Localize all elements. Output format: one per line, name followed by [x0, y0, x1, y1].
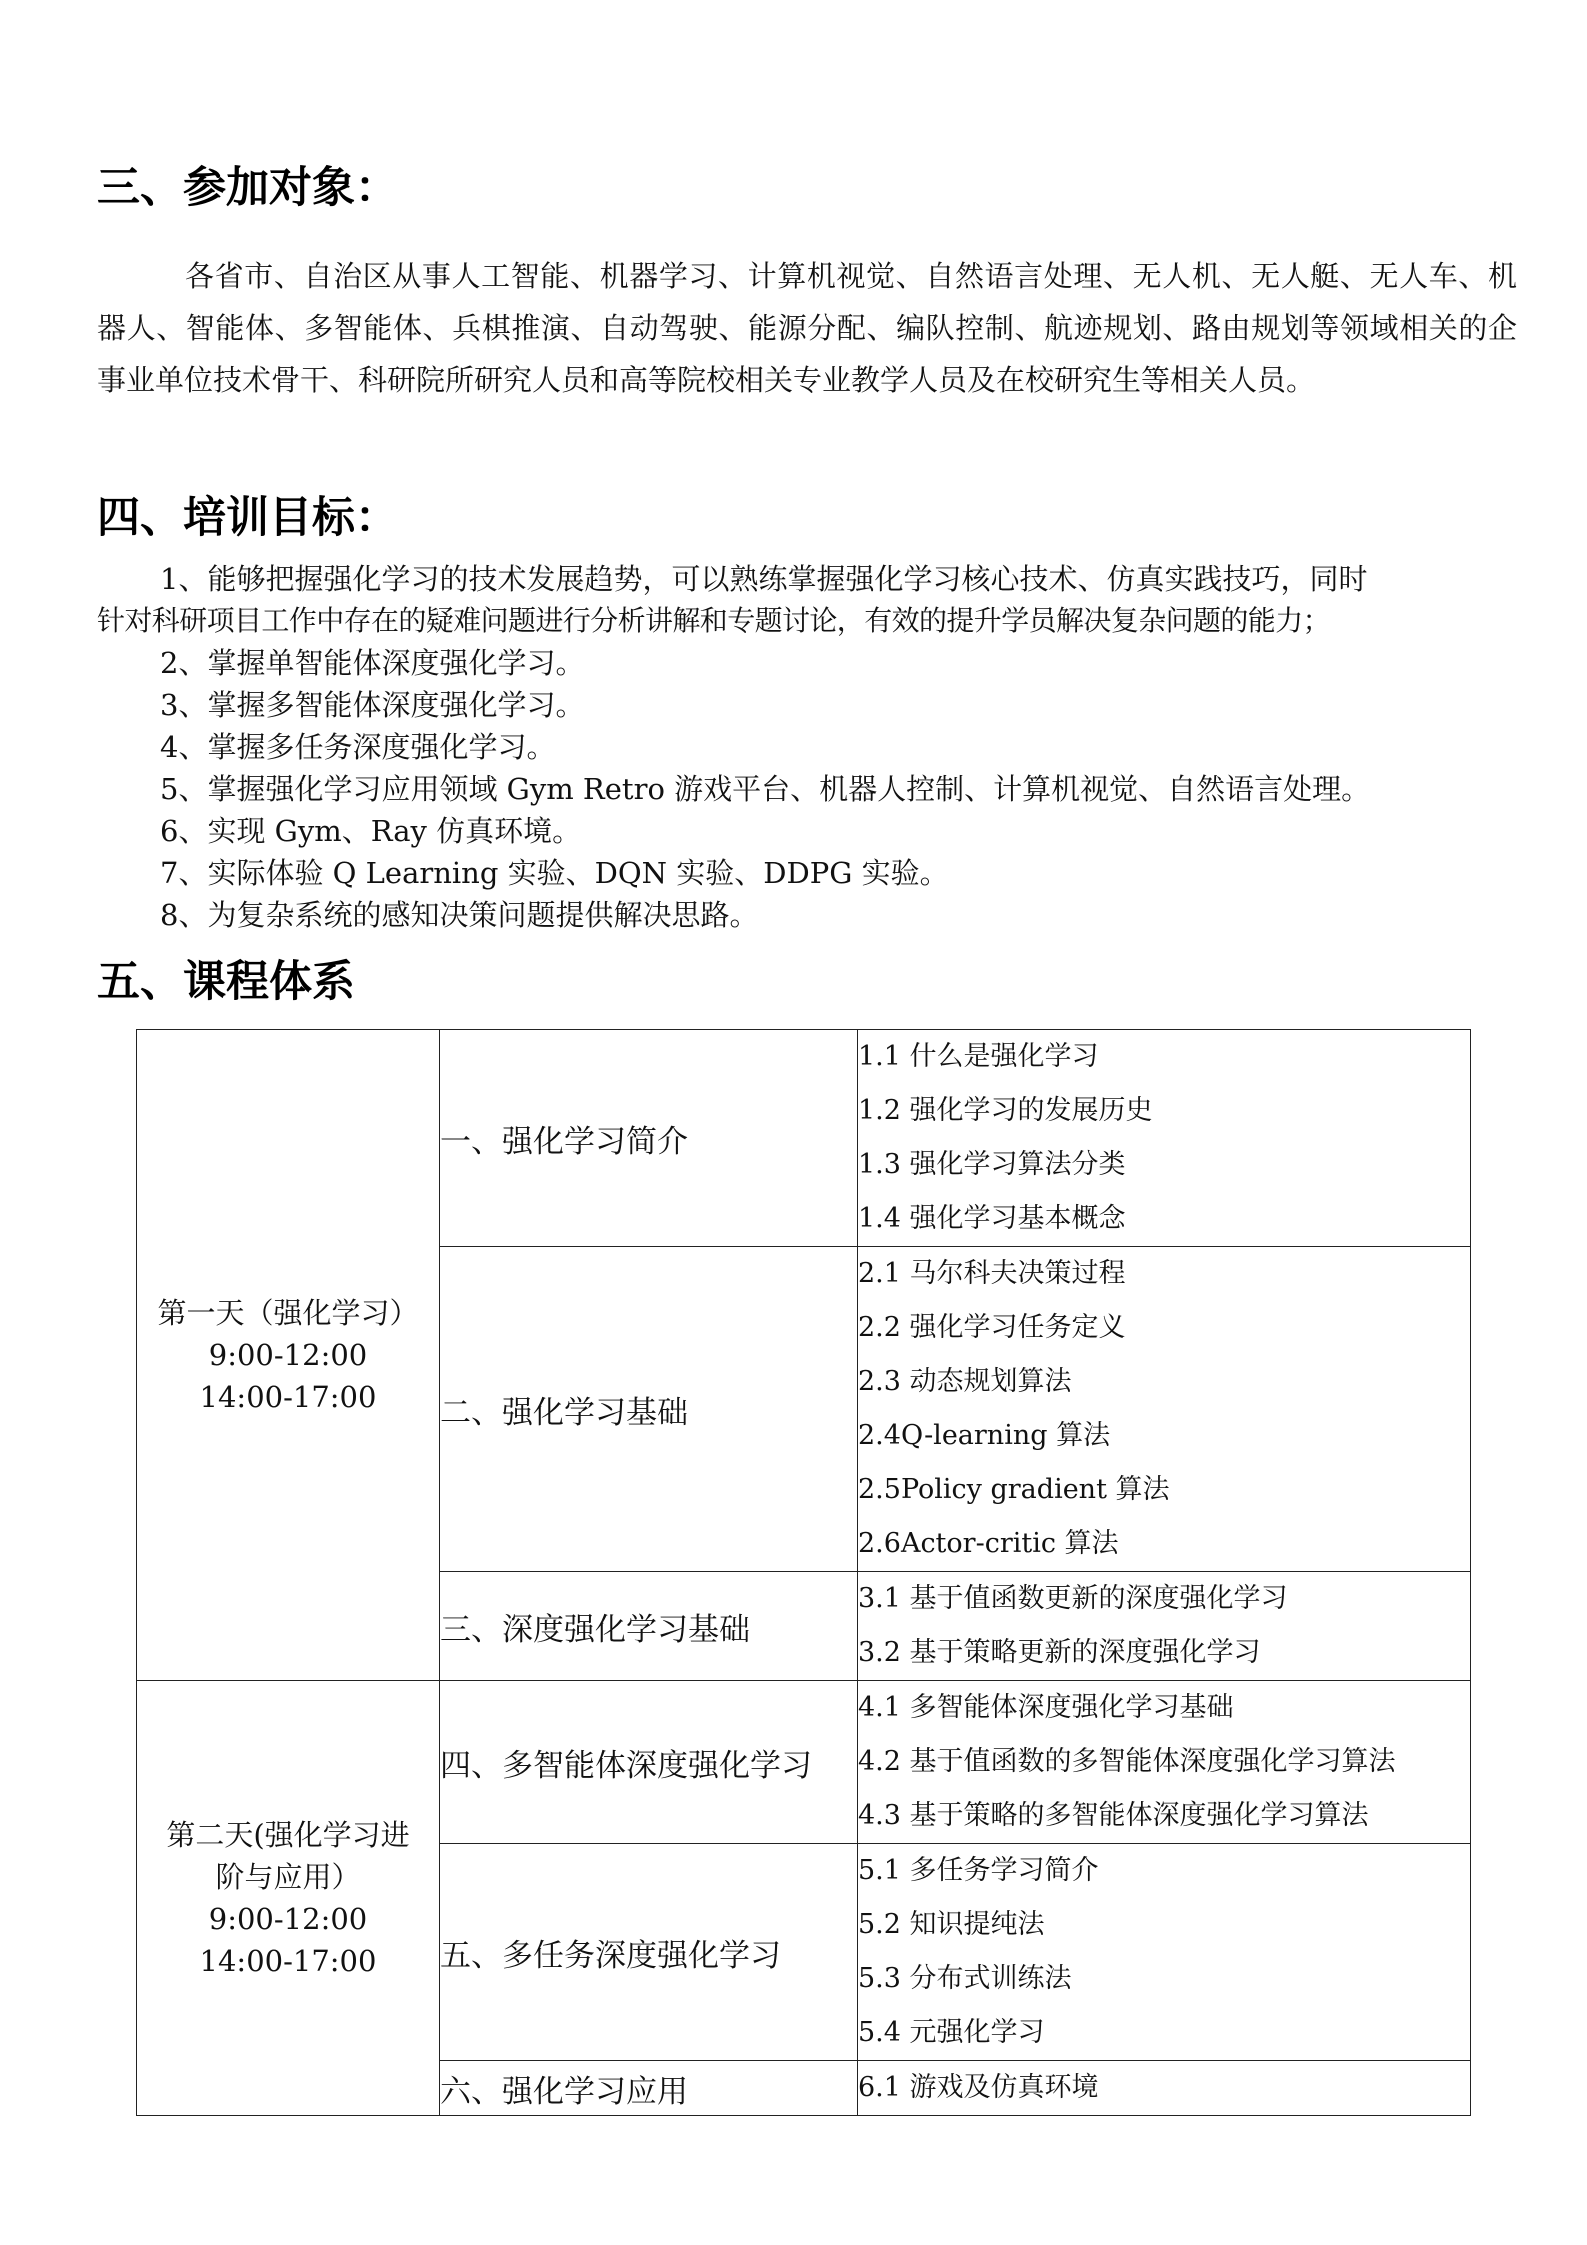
- goals-list: [97, 558, 1537, 936]
- module-item: 3.1 基于值函数更新的深度强化学习: [858, 1583, 1288, 1614]
- module-item: 6.1 游戏及仿真环境: [858, 2072, 1099, 2103]
- module-item: 1.4 强化学习基本概念: [858, 1203, 1126, 1234]
- module-item: 5.4 元强化学习: [858, 2017, 1045, 2048]
- goal-1-line-1: 1、能够把握强化学习的技术发展趋势，可以熟练掌握强化学习核心技术、仿真实践技巧，同时: [160, 562, 1368, 596]
- module-title: 二、强化学习基础: [440, 1247, 858, 1572]
- goal-1-line-2: 针对科研项目工作中存在的疑难问题进行分析讲解和专题讨论，有效的提升学员解决复杂问题的能力；: [97, 604, 1331, 637]
- section-heading-goals: 四、培训目标：: [97, 493, 398, 543]
- day-2-time-morning: 9:00-12:00: [208, 1902, 368, 1936]
- goal-item: 5、掌握强化学习应用领域 Gym Retro 游戏平台、机器人控制、计算机视觉、自然语言处理。: [160, 772, 1371, 806]
- module-title: 三、深度强化学习基础: [440, 1572, 858, 1681]
- day-2-title-line-1: 第二天(强化学习进: [166, 1818, 410, 1852]
- module-item: 1.1 什么是强化学习: [858, 1041, 1099, 1072]
- module-item: 4.3 基于策略的多智能体深度强化学习算法: [858, 1800, 1369, 1831]
- module-items: [858, 1681, 1471, 1844]
- module-items: [858, 1572, 1471, 1681]
- day-2-title-line-2: 阶与应用）: [215, 1860, 361, 1894]
- module-item: 2.3 动态规划算法: [858, 1366, 1072, 1397]
- day-2-cell: [137, 1681, 440, 2116]
- module-item: 1.2 强化学习的发展历史: [858, 1095, 1153, 1126]
- module-items: [858, 1030, 1471, 1247]
- module-title: 六、强化学习应用: [440, 2061, 858, 2116]
- module-item: 4.1 多智能体深度强化学习基础: [858, 1692, 1234, 1723]
- module-item: 4.2 基于值函数的多智能体深度强化学习算法: [858, 1746, 1396, 1777]
- table-row: [137, 1030, 1471, 1247]
- day-1-time-afternoon: 14:00-17:00: [199, 1380, 377, 1414]
- goal-item: 6、实现 Gym、Ray 仿真环境。: [160, 814, 582, 848]
- module-item: 2.5Policy gradient 算法: [858, 1474, 1170, 1505]
- module-items: [858, 2061, 1471, 2116]
- goal-item: 4、掌握多任务深度强化学习。: [160, 730, 556, 764]
- module-title: 一、强化学习简介: [440, 1030, 858, 1247]
- goal-item: 3、掌握多智能体深度强化学习。: [160, 688, 585, 722]
- day-1-cell: [137, 1030, 440, 1681]
- goal-item: 2、掌握单智能体深度强化学习。: [160, 646, 585, 680]
- module-title: 四、多智能体深度强化学习: [440, 1681, 858, 1844]
- module-item: 5.1 多任务学习简介: [858, 1855, 1099, 1886]
- module-item: 2.4Q-learning 算法: [858, 1420, 1111, 1451]
- day-1-time-morning: 9:00-12:00: [208, 1338, 368, 1372]
- module-item: 1.3 强化学习算法分类: [858, 1149, 1126, 1180]
- section-heading-participants: 三、参加对象：: [97, 163, 398, 213]
- day-1-title: 第一天（强化学习）: [157, 1296, 419, 1330]
- module-item: 2.2 强化学习任务定义: [858, 1312, 1126, 1343]
- module-title: 五、多任务深度强化学习: [440, 1844, 858, 2061]
- module-item: 2.6Actor-critic 算法: [858, 1528, 1119, 1559]
- day-2-time-afternoon: 14:00-17:00: [199, 1944, 377, 1978]
- participants-paragraph: 各省市、自治区从事人工智能、机器学习、计算机视觉、自然语言处理、无人机、无人艇、无人车、机器人、智能体、多智能体、兵棋推演、自动驾驶、能源分配、编队控制、航迹规划、路由规划等领域相关的企事业单位技术骨干、科研院所研究人员和高等院校相关专业教学人员及在校研究生等相关人员。: [97, 259, 1517, 397]
- module-items: [858, 1844, 1471, 2061]
- module-item: 5.2 知识提纯法: [858, 1909, 1045, 1940]
- module-item: 2.1 马尔科夫决策过程: [858, 1258, 1126, 1289]
- section-heading-curriculum: 五、课程体系: [97, 957, 355, 1007]
- curriculum-table: [136, 1029, 1471, 2116]
- module-item: 3.2 基于策略更新的深度强化学习: [858, 1637, 1261, 1668]
- goal-item: 7、实际体验 Q Learning 实验、DQN 实验、DDPG 实验。: [160, 856, 949, 890]
- table-row: [137, 1681, 1471, 1844]
- module-items: [858, 1247, 1471, 1572]
- module-item: 5.3 分布式训练法: [858, 1963, 1072, 1994]
- goal-item: 8、为复杂系统的感知决策问题提供解决思路。: [160, 898, 759, 932]
